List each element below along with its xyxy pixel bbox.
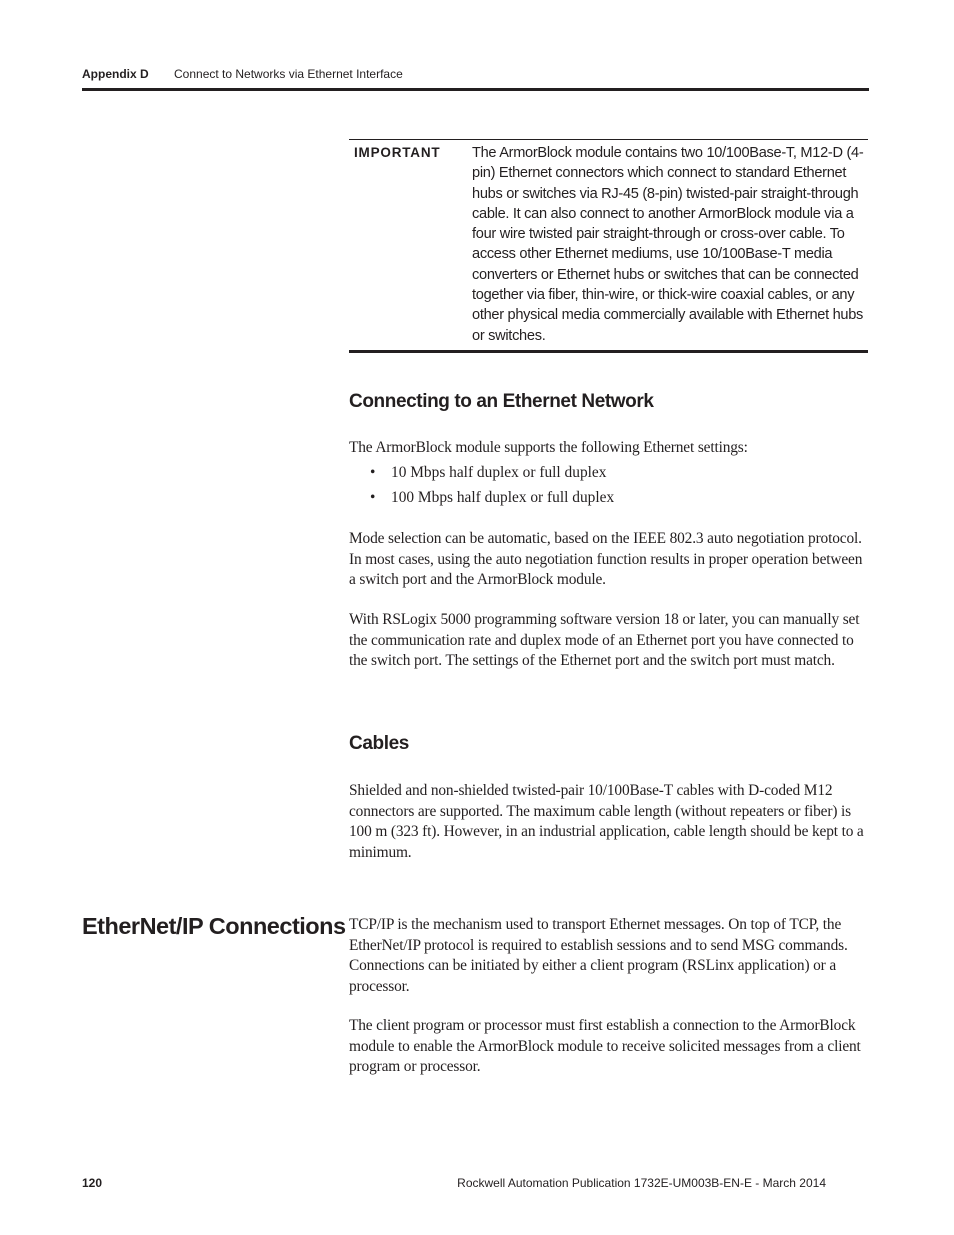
bullet-marker: • (370, 489, 376, 506)
important-label: IMPORTANT (354, 145, 441, 160)
ethernet-settings-list (349, 463, 869, 513)
mode-selection-paragraph: Mode selection can be automatic, based on the IEEE 802.3 auto negotiation protocol. In most cases, using the auto negotiation function results in proper operation between a switch port and the ArmorBlock module. (349, 530, 863, 588)
rslogix-paragraph: With RSLogix 5000 programming software version 18 or later, you can manually set the communication rate and duplex mode of an Ethernet port you have connected to the switch port. The settings of the Ethernet port and the switch port must match. (349, 611, 860, 669)
page-header (82, 66, 868, 88)
heading-connecting-ethernet: Connecting to an Ethernet Network (349, 391, 654, 412)
heading-ethernet-ip-connections: EtherNet/IP Connections (82, 913, 346, 939)
list-item (349, 463, 869, 488)
list-item-text: 10 Mbps half duplex or full duplex (391, 464, 607, 481)
appendix-label: Appendix D (82, 67, 149, 81)
tcp-ip-paragraph: TCP/IP is the mechanism used to transport Ethernet messages. On top of TCP, the EtherNet/IP protocol is required to establish sessions and to send MSG commands. Connections can be initiated by either a client program (RSLinx application) or a processor. (349, 916, 848, 995)
header-divider (82, 88, 869, 91)
list-item (349, 488, 869, 513)
page-number: 120 (82, 1176, 103, 1190)
client-program-paragraph: The client program or processor must first establish a connection to the ArmorBlock module to enable the ArmorBlock module to receive solicited messages from a client program or processor. (349, 1017, 861, 1075)
bullet-marker: • (370, 464, 376, 481)
list-item-text: 100 Mbps half duplex or full duplex (391, 489, 615, 506)
connecting-intro: The ArmorBlock module supports the following Ethernet settings: (349, 439, 748, 456)
heading-cables: Cables (349, 733, 409, 754)
important-text: The ArmorBlock module contains two 10/100Base-T, M12-D (4-pin) Ethernet connectors which connect to standard Ethernet hubs or switches via RJ-45 (8-pin) twisted-pair straight-through cable. It can also connect to another ArmorBlock module via a four wire twisted pair straight-through or cross-over cable. To access other Ethernet mediums, use 10/100Base-T media converters or Ethernet hubs or switches that can be connected together via fiber, thin-wire, or thick-wire coaxial cables, or any other physical media commercially available with Ethernet hubs or switches. (472, 145, 864, 344)
publication-info: Rockwell Automation Publication 1732E-UM003B-EN-E - March 2014 (457, 1176, 826, 1190)
cables-paragraph: Shielded and non-shielded twisted-pair 10/100Base-T cables with D-coded M12 connectors are supported. The maximum cable length (without repeaters or fiber) is 100 m (323 ft). However, in an industrial application, cable length should be kept to a minimum. (349, 782, 864, 861)
chapter-title: Connect to Networks via Ethernet Interface (174, 67, 403, 81)
important-callout (349, 139, 868, 353)
